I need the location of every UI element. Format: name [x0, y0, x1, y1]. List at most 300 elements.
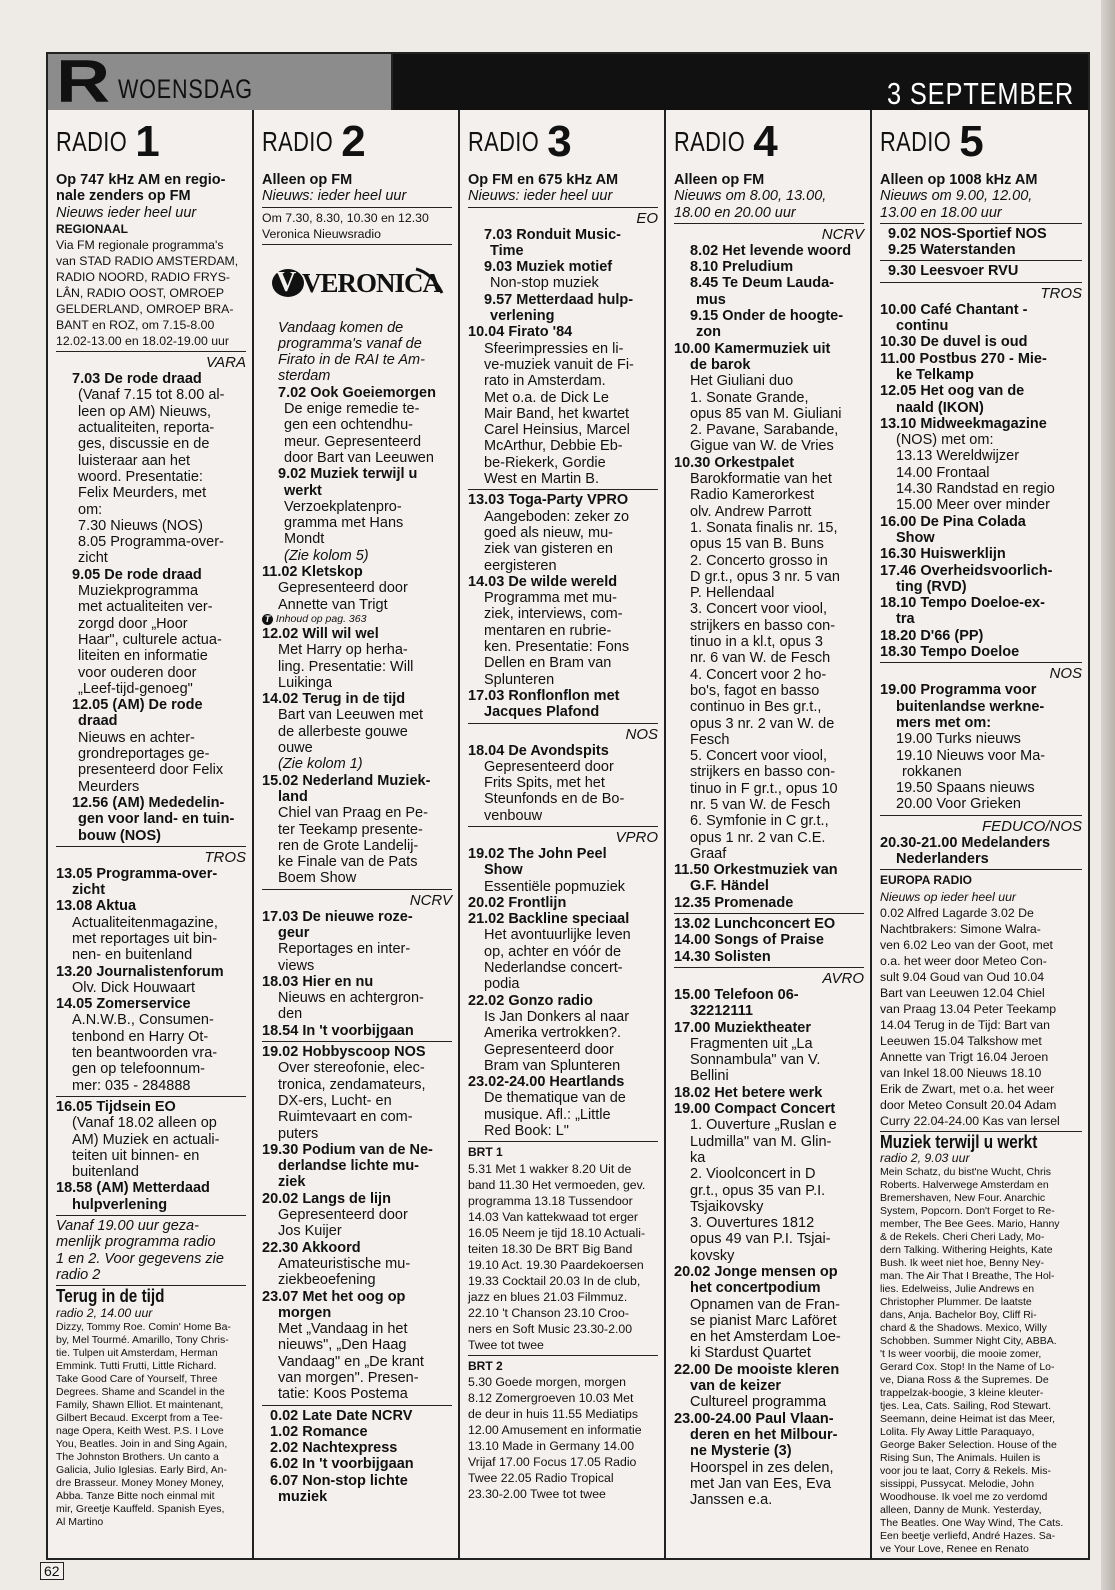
listing-line: Lolita. Fly Away Little Paraquayo, [880, 1425, 1035, 1438]
station-number: 5 [959, 117, 984, 166]
listing-line: George Baker Selection. House of the [880, 1438, 1057, 1451]
program-list [56, 172, 246, 1529]
station-title [880, 116, 1082, 168]
listing-line: 6.07 Non-stop lichte [270, 1472, 408, 1489]
listing-line: Galicia, Julio Iglesias. Early Bird, An- [56, 1463, 227, 1476]
listing-line: Gepresenteerd door [484, 758, 614, 775]
listing-line: dans, Anja. Bachelor Boy, Cliff Ri- [880, 1308, 1037, 1321]
listing-line: nr. 5 van W. de Fesch [690, 796, 831, 813]
listing-line: views [278, 957, 315, 974]
listing-line: 16.05 Tijdsein EO [56, 1098, 176, 1115]
listing-line: 16.05 Neem je tijd 18.10 Actuali- [468, 1225, 646, 1240]
listing-line: nage Opera, Keith West. P.S. I Love [56, 1424, 224, 1437]
listing-line: 19.30 Podium van de Ne- [262, 1141, 433, 1158]
broadcaster-tag: TROS [204, 848, 246, 866]
program-list [468, 172, 658, 1502]
listing-line: hulpverlening [72, 1196, 168, 1213]
listing-line: Tsjaikovsky [690, 1198, 764, 1215]
listing-line: 13.02 Lunchconcert EO [674, 916, 836, 933]
listing-line: van morgen". Presen- [278, 1370, 419, 1386]
listing-line: morgen [278, 1304, 332, 1321]
section-divider [674, 913, 864, 914]
listing-line: Muziekprogramma [78, 583, 199, 600]
listing-line: 15.02 Nederland Muziek- [262, 772, 431, 789]
tip-marker-icon: T [262, 614, 273, 625]
listing-line: 19.00 Programma voor [880, 682, 1037, 699]
listing-line: radio 2 [56, 1266, 101, 1283]
veronica-logo [266, 257, 446, 307]
listing-line: menlijk programma radio [56, 1234, 216, 1251]
listing-line: Gepresenteerd door [278, 1207, 408, 1224]
listing-line: Annette van Trigt [278, 596, 388, 613]
listing-line: Jos Kuijer [278, 1223, 342, 1240]
listing-line: 12.56 (AM) Mededelin- [72, 794, 225, 811]
listing-line: (Vanaf 7.15 tot 8.00 al- [78, 387, 225, 404]
box-heading: Terug in de tijd [56, 1286, 165, 1307]
listing-line: ka [690, 1149, 706, 1166]
listing-line: Amerika vertrokken?. [484, 1025, 621, 1042]
listing-line: jazz en blues 21.03 Filmmuz. [468, 1289, 628, 1304]
listing-line: 2.02 Nachtexpress [270, 1440, 398, 1457]
listing-line: 13.00 en 18.00 uur [880, 204, 1002, 221]
listing-line: ki Stardust Quartet [690, 1345, 811, 1362]
section-divider [56, 1215, 246, 1216]
listing-line: 12.00 Amusement en informatie [468, 1422, 642, 1437]
listing-line: het concertpodium [690, 1280, 821, 1297]
listing-line: Steunfonds en de Bo- [484, 791, 625, 808]
listing-line: tie. Tulpen uit Amsterdam, Herman [56, 1346, 218, 1359]
listing-line: Fragmenten uit „La [690, 1035, 813, 1052]
listing-line: 14.30 Solisten [674, 948, 771, 965]
listing-line: 1 en 2. Voor gegevens zie [56, 1250, 224, 1267]
listing-line: Cultureel programma [690, 1394, 827, 1411]
listing-line: zicht [78, 550, 108, 567]
listing-line: 23.30-2.00 Twee tot twee [468, 1486, 606, 1501]
listing-line: 7.03 Ronduit Music- [484, 226, 621, 243]
listing-line: 13.10 Midweekmagazine [880, 415, 1047, 432]
listing-line: 14.00 Frontaal [896, 464, 990, 481]
listing-line: & de Rekels. Cheri Cheri Lady, Mo- [880, 1230, 1045, 1243]
listing-line: mentaren en rubrie- [484, 622, 612, 639]
listing-line: bouw (NOS) [78, 827, 161, 844]
listing-line: voor ouderen door [78, 664, 197, 681]
listing-line: draad [78, 713, 118, 730]
broadcaster-tag: EO [636, 209, 658, 227]
column-radio-1 [48, 110, 254, 1560]
listing-line: se pianist Marc Laföret [690, 1312, 837, 1329]
listing-line: Bart van Leeuwen met [278, 707, 424, 724]
listing-line: opus 85 van M. Giuliani [690, 405, 842, 422]
listing-line: Nieuws en achtergron- [278, 990, 424, 1007]
listing-line: 5.31 Met 1 wakker 8.20 Uit de [468, 1161, 632, 1176]
listing-line: buitenlandse werkne- [896, 698, 1045, 715]
listing-line: Nieuws: ieder heel uur [262, 188, 407, 205]
listing-line: De thematique van de [484, 1090, 626, 1107]
listing-line: 0.02 Alfred Lagarde 3.02 De [880, 905, 1034, 920]
listing-line: rato in Amsterdam. [484, 373, 606, 390]
listing-line: ziekbeoefening [278, 1272, 376, 1289]
listing-line: tra [896, 611, 915, 628]
listing-line: ziek, interviews, com- [484, 606, 623, 623]
section-divider [880, 282, 1082, 283]
listing-line: ve, Diana Ross & the Supremes. De [880, 1373, 1049, 1386]
listing-line: Is Jan Donkers al naar [484, 1008, 630, 1025]
listing-line: 16.00 De Pina Colada [880, 513, 1026, 530]
listing-line: Alleen op 1008 kHz AM [880, 172, 1038, 188]
section-divider [56, 351, 246, 352]
listing-line: mir, Greetje Kauffeld. Spanish Eyes, [56, 1502, 225, 1515]
broadcaster-tag: NCRV [821, 225, 864, 243]
listing-line: 32212111 [690, 1003, 753, 1020]
listing-line: muziek [278, 1489, 328, 1506]
listing-line: 5.30 Goede morgen, morgen [468, 1374, 626, 1389]
listing-line: Degrees. Shame and Scandel in the [56, 1385, 225, 1398]
listing-line: 13.05 Programma-over- [56, 865, 218, 882]
listing-line: be-Riekerk, Gordie [484, 454, 606, 471]
listing-line: mer: 035 - 284888 [72, 1077, 191, 1094]
listing-line: 2. Concerto grosso in [690, 552, 828, 569]
listing-line: AM) Muziek en actuali- [72, 1131, 220, 1148]
listing-line: gen op telefoonnum- [72, 1061, 206, 1078]
listing-line: nr. 6 van W. de Fesch [690, 650, 831, 667]
listing-line: Rising Sun, The Animals. Huilen is [880, 1451, 1041, 1464]
listing-line: bo's, fagot en basso [690, 682, 820, 699]
listing-line: Carel Heinsius, Marcel [484, 422, 630, 439]
listing-line: Chiel van Praag en Pe- [278, 805, 428, 822]
listing-line: Christopher Plummer. De laatste [880, 1295, 1032, 1308]
listing-line: Over stereofonie, elec- [278, 1060, 425, 1077]
veronica-logo-text: VERONICA [302, 267, 442, 298]
listing-line: tinuo in a kl.t, opus 3 [690, 634, 823, 651]
adjacent-page-edge [1101, 0, 1115, 1590]
listing-line: (NOS) met om: [896, 432, 994, 449]
listing-line: nale zenders op FM [56, 188, 191, 205]
listing-line: Schobben. Summer Night City, ABBA. [880, 1334, 1057, 1347]
listing-line: mus [696, 291, 726, 308]
listing-line: en het Amsterdam Loe- [690, 1329, 841, 1346]
listing-line: Aangeboden: zeker zo [484, 508, 630, 525]
station-columns [48, 110, 1088, 1560]
radio-logo-letter: R [56, 48, 111, 115]
listing-line: 18.02 Het betere werk [674, 1084, 823, 1101]
broadcaster-tag: NOS [1049, 665, 1082, 683]
listing-line: ren de Grote Landelij- [278, 837, 419, 854]
listing-line: Nederlandse concert- [484, 960, 623, 977]
listing-line: 14.00 Songs of Praise [674, 932, 824, 949]
listing-line: ke Finale van de Pats [278, 854, 418, 871]
listing-line: van Inkel 18.00 Nieuws 18.10 [880, 1065, 1042, 1080]
station-word: RADIO [56, 126, 128, 157]
listing-line: Take Good Care of Yourself, Three [56, 1372, 218, 1385]
listing-line: 12.02 Will wil wel [262, 625, 379, 642]
listing-line: Firato in de RAI te Am- [278, 352, 425, 369]
date-label: 3 SEPTEMBER [886, 76, 1074, 111]
listing-line: 2. Vioolconcert in D [690, 1166, 816, 1183]
listing-line: Gepresenteerd door [484, 1041, 614, 1058]
broadcaster-tag: FEDUCO/NOS [981, 817, 1082, 835]
section-divider [468, 826, 658, 827]
station-word: RADIO [468, 126, 540, 157]
listing-line: The Beatles. One Way Wind, The Cats. [880, 1516, 1064, 1529]
listing-line: Barokformatie van het [690, 471, 832, 488]
listing-line: nieuws", „Den Haag [278, 1337, 407, 1354]
listing-line: 23.02-24.00 Heartlands [468, 1074, 625, 1091]
listing-line: van de keizer [690, 1378, 782, 1395]
broadcaster-tag: NOS [625, 725, 658, 743]
listing-line: 14.05 Zomerservice [56, 996, 191, 1013]
listing-line: continuo in Bes gr.t., [690, 699, 822, 716]
listing-line: zicht [72, 882, 106, 899]
listing-line: Via FM regionale programma's [56, 238, 224, 253]
listing-line: 7.30 Nieuws (NOS) [78, 517, 203, 534]
listing-line: 13.13 Wereldwijzer [896, 448, 1020, 465]
listing-line: werkt [284, 482, 322, 499]
tip-text: Inhoud op pag. 363 [275, 612, 367, 625]
broadcaster-tag: NCRV [409, 891, 452, 909]
listing-line: Met „Vandaag in het [278, 1321, 408, 1338]
broadcaster-tag: AVRO [822, 969, 864, 987]
listing-line: rokkanen [902, 763, 962, 780]
section-divider [262, 889, 452, 890]
listing-line: Luikinga [278, 674, 333, 691]
listing-line: 18.03 Hier en nu [262, 973, 374, 990]
listing-line: trappelzak-boogie, 3 kleine kleuter- [880, 1386, 1044, 1399]
listing-line: 14.04 Terug in de Tijd: Bart van [880, 1017, 1050, 1032]
listing-line: zorgd door „Hoor [78, 615, 188, 632]
listing-line: Gerard Cox. Stop! In the Name of Lo- [880, 1360, 1055, 1373]
listing-line: man. The Air That I Breathe, The Hol- [880, 1269, 1055, 1282]
listing-line: door Meteo Consult 20.04 Adam [880, 1097, 1057, 1112]
broadcaster-tag: VPRO [615, 828, 658, 846]
listing-line: 23.07 Met het oog op [262, 1288, 406, 1305]
listing-line: Fesch [690, 731, 730, 748]
section-divider [468, 1355, 658, 1356]
listing-line: System, Popcorn. Don't Forget to Re- [880, 1204, 1055, 1217]
listing-line: 20.02 Frontlijn [468, 894, 567, 911]
listing-line: 12.05 Het oog van de [880, 383, 1025, 400]
listing-line: by, Mel Tourmé. Amarillo, Tony Chris- [56, 1333, 229, 1346]
listing-line: ken. Presentatie: Fons [484, 639, 630, 656]
listing-line: ve-muziek vanuit de Fi- [484, 356, 634, 373]
listing-line: McArthur, Debbie Eb- [484, 438, 623, 455]
listing-line: 18.20 D'66 (PP) [880, 627, 984, 644]
listing-line: 18.04 De Avondspits [468, 742, 609, 759]
listing-line: 13.20 Journalistenforum [56, 963, 224, 980]
listing-line: opus 15 van B. Buns [690, 536, 824, 553]
listing-line: 14.02 Terug in de tijd [262, 691, 406, 708]
listing-line: GELDERLAND, OMROEP BRA- [56, 302, 234, 317]
listing-line: Al Martino [56, 1515, 104, 1528]
listing-line: 8.02 Het levende woord [690, 242, 852, 259]
listing-line: ges, discussie en de [78, 436, 210, 453]
listing-line: BRT 1 [468, 1145, 503, 1160]
listing-line: 0.02 Late Date NCRV [270, 1407, 413, 1424]
listing-line: Red Book: L" [484, 1123, 569, 1140]
listing-line: 12.35 Promenade [674, 894, 794, 911]
banner-right [393, 54, 1088, 110]
listing-line: Het avontuurlijke leven [484, 927, 631, 944]
section-divider [880, 223, 1082, 224]
listing-line: 10.00 Kamermuziek uit [674, 340, 831, 357]
listing-line: (Zie kolom 5) [284, 547, 369, 564]
listing-line: ziek van gisteren en [484, 541, 613, 558]
listing-line: alleen, Danny de Munk. Yesterday, [880, 1503, 1042, 1516]
listing-line: programma's vanaf de [278, 335, 422, 352]
listing-line: dre Brasseur. Money Money Money, [56, 1476, 224, 1489]
listing-line: ne Mysterie (3) [690, 1443, 792, 1460]
listing-line: 22.00 De mooiste kleren [674, 1361, 840, 1378]
section-divider [468, 723, 658, 724]
listing-line: 17.03 De nieuwe roze- [262, 908, 413, 925]
listing-line: Alleen op FM [674, 172, 765, 188]
listing-line: 8.12 Zomergroeven 10.03 Met [468, 1390, 634, 1405]
listing-line: 1. Sonata finalis nr. 15, [690, 519, 838, 536]
listing-line: Mair Band, het kwartet [484, 405, 630, 422]
listing-line: 10.30 De duvel is oud [880, 334, 1028, 351]
listing-line: You, Beatles. Join in and Sing Again, [56, 1437, 228, 1450]
listing-line: Erik de Zwart, met o.a. het weer [880, 1081, 1055, 1096]
listing-line: Bremershaven, New Four. Anarchic [880, 1191, 1046, 1204]
listing-line: venbouw [484, 807, 543, 824]
day-name: WOENSDAG [118, 74, 253, 104]
listing-line: strijkers en basso con- [690, 764, 836, 781]
column-radio-3 [460, 110, 666, 1560]
station-number: 2 [341, 117, 366, 166]
broadcaster-tag: VARA [205, 354, 246, 372]
listing-line: 20.02 Jonge mensen op [674, 1264, 838, 1280]
listing-line: Een beetje verliefd, André Hazes. Sa- [880, 1529, 1056, 1542]
listing-line: met reportages uit bin- [72, 930, 218, 947]
listing-line: sissippi, Pussycat. Melodie, John [880, 1477, 1035, 1490]
section-divider [674, 967, 864, 968]
listing-line: opus 3 nr. 2 van W. de [690, 715, 835, 732]
listing-line: G.F. Händel [690, 878, 769, 895]
listing-line: 18.00 en 20.00 uur [674, 204, 796, 221]
listing-line: programma 13.18 Tussendoor [468, 1193, 633, 1208]
listing-line: buitenland [72, 1164, 139, 1181]
section-divider [56, 1096, 246, 1097]
listing-line: Nieuws om 8.00, 13.00, [674, 188, 827, 205]
listing-line: de allerbeste gouwe [278, 723, 408, 740]
listing-line: 9.05 De rode draad [72, 566, 202, 583]
listing-line: tinuo in F gr.t., opus 10 [690, 780, 838, 797]
listing-line: Amateuristische mu- [278, 1255, 411, 1272]
listing-line: D gr.t., opus 3 nr. 5 van [690, 568, 840, 585]
listing-line: Radio Kamerorkest [690, 487, 815, 504]
listing-line: derlandse lichte mu- [278, 1158, 420, 1175]
listing-line: 16.30 Huiswerklijn [880, 546, 1006, 563]
listing-line: ven 6.02 Leo van der Goot, met [880, 937, 1053, 952]
listing-line: Seemann, deine Heimat ist das Meer, [880, 1412, 1056, 1425]
listing-line: (Zie kolom 1) [278, 756, 363, 773]
listing-line: Nieuws: ieder heel uur [468, 188, 613, 205]
listing-line [262, 613, 452, 626]
listing-line: 11.00 Postbus 270 - Mie- [880, 350, 1047, 367]
listing-line: (Vanaf 18.02 alleen op [72, 1115, 217, 1132]
section-divider [880, 815, 1082, 816]
listing-line: Twee tot twee [468, 1337, 544, 1352]
listing-line: ouwe [278, 740, 313, 757]
listing-line: 22.30 Akkoord [262, 1239, 361, 1256]
listing-line: Actualiteitenmagazine, [72, 914, 218, 931]
section-divider [262, 207, 452, 208]
listing-line: 9.57 Metterdaad hulp- [484, 291, 634, 308]
listing-line: dern Talking. Withering Heights, Kate [880, 1243, 1053, 1256]
listing-line: met Jan van Ees, Eva [690, 1475, 832, 1492]
listing-line: Hoorspel in zes delen, [690, 1459, 834, 1476]
listing-line: 17.03 Ronflonflon met [468, 687, 620, 704]
listing-line: ter Teekamp presente- [278, 821, 423, 838]
listing-line: Graaf [690, 845, 727, 862]
listing-line: 19.02 Hobbyscoop NOS [262, 1044, 426, 1061]
radio-listings-page [46, 48, 1090, 1560]
listing-line: 13.03 Toga-Party VPRO [468, 492, 629, 509]
listing-line: deren en het Milbour- [690, 1426, 838, 1443]
listing-line: 1. Sonate Grande, [690, 389, 809, 406]
listing-line: Janssen e.a. [690, 1492, 773, 1509]
svg-text:V: V [276, 266, 297, 298]
listing-line: tenbond en Harry Ot- [72, 1028, 209, 1045]
listing-line: Ruimtevaart en com- [278, 1109, 413, 1126]
listing-line: olv. Andrew Parrott [690, 503, 812, 520]
listing-line: Vandaag" en „De krant [278, 1353, 424, 1370]
listing-line: meur. Gepresenteerd [284, 433, 422, 450]
listing-line: Family, Shawn Elliot. Et maintenant, [56, 1398, 224, 1411]
section-divider [262, 1041, 452, 1042]
box-heading: Muziek terwijl u werkt [880, 1131, 1038, 1152]
listing-line: Opnamen van de Fran- [690, 1296, 840, 1313]
section-divider [880, 662, 1082, 663]
listing-line: den [278, 1006, 303, 1023]
column-radio-5 [872, 110, 1088, 1560]
listing-line: puters [278, 1125, 319, 1142]
listing-line: 7.02 Ook Goeiemorgen [278, 384, 436, 401]
listing-line: mers met om: [896, 714, 992, 731]
listing-line: radio 2, 9.03 uur [880, 1150, 970, 1165]
listing-line: 17.46 Overheidsvoorlich- [880, 562, 1053, 579]
station-word: RADIO [674, 126, 746, 157]
section-divider [262, 244, 452, 245]
listing-line: 14.03 De wilde wereld [468, 573, 618, 590]
listing-line: Non-stop muziek [490, 275, 599, 292]
listing-line: 20.00 Voor Grieken [896, 796, 1021, 813]
listing-line: luisteraar aan het [78, 452, 191, 469]
listing-line: door Bart van Leeuwen [284, 449, 434, 466]
listing-line: RADIO NOORD, RADIO FRYS- [56, 270, 230, 285]
listing-line: gen een ochtendhu- [284, 417, 413, 434]
listing-line: 20.30-21.00 Medelanders [880, 834, 1051, 851]
listing-line: strijkers en basso con- [690, 617, 836, 634]
listing-line: 3. Ouvertures 1812 [690, 1215, 815, 1232]
listing-line: BRT 2 [468, 1358, 503, 1373]
section-divider [880, 260, 1082, 261]
listing-line: podia [484, 976, 520, 993]
banner-left [48, 48, 393, 115]
listing-line: Dizzy, Tommy Roe. Comin' Home Ba- [56, 1320, 231, 1333]
listing-line: Leeuwen 15.04 Talkshow met [880, 1033, 1042, 1048]
listing-line: de barok [690, 356, 751, 373]
listing-line: leen op AM) Nieuws, [78, 403, 211, 420]
listing-line: 10.04 Firato '84 [468, 324, 573, 341]
listing-line: 13.10 Made in Germany 14.00 [468, 1438, 635, 1453]
listing-line: tatie: Koos Postema [278, 1386, 408, 1403]
listing-line: 15.00 Meer over minder [896, 497, 1050, 514]
listing-line: 1. Ouverture „Ruslan e [690, 1117, 837, 1134]
listing-line: Curry 22.04-24.00 Kas van lersel [880, 1113, 1060, 1128]
listing-line: sterdam [278, 368, 331, 385]
station-number: 3 [547, 117, 572, 166]
listing-line: 19.33 Cocktail 20.03 In de club, [468, 1273, 641, 1288]
